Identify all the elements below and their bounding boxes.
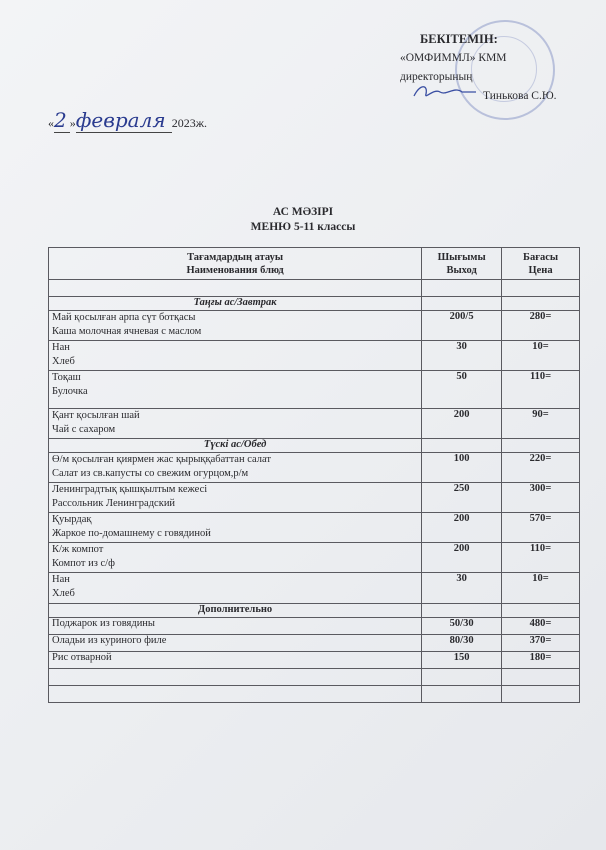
table-row: Май қосылған арпа сүт ботқасы Каша молочная ячневая с маслом 200/5 280= bbox=[49, 311, 580, 341]
approval-org: «ОМФИММЛ» КММ bbox=[400, 52, 507, 64]
approval-title: БЕКІТЕМІН: bbox=[420, 32, 498, 46]
document-date bbox=[48, 108, 207, 133]
menu-title bbox=[0, 205, 606, 235]
approval-signer: Тинькова С.Ю. bbox=[483, 90, 557, 102]
date-month: февраля bbox=[75, 108, 166, 132]
section-breakfast: Таңғы ас/Завтрак bbox=[49, 297, 580, 311]
section-lunch: Түскі ас/Обед bbox=[49, 439, 580, 453]
header-yield: Шығымы Выход bbox=[422, 248, 502, 280]
date-day: 2 bbox=[54, 108, 67, 132]
table-row: Қант қосылған шай Чай с сахаром 200 90= bbox=[49, 409, 580, 439]
header-name: Тағамдардың атауы Наименования блюд bbox=[49, 248, 422, 280]
table-row-empty bbox=[49, 686, 580, 703]
table-row-empty bbox=[49, 669, 580, 686]
table-row: Ленинградтық қышқылтым кежесі Рассольник Ленинградский 250 300= bbox=[49, 483, 580, 513]
signature-mark bbox=[410, 80, 480, 104]
table-row: К/ж компот Компот из с/ф 200 110= bbox=[49, 543, 580, 573]
section-extra: Дополнительно bbox=[49, 604, 580, 618]
header-price: Бағасы Цена bbox=[502, 248, 580, 280]
date-close-quote: » bbox=[69, 116, 76, 130]
menu-title-kz: АС МӘЗІРІ bbox=[272, 206, 334, 218]
table-row: Поджарок из говядины 50/30 480= bbox=[49, 618, 580, 635]
table-row: Қуырдақ Жаркое по-домашнему с говядиной 200 570= bbox=[49, 513, 580, 543]
table-row: Оладьи из куриного филе 80/30 370= bbox=[49, 635, 580, 652]
menu-table bbox=[48, 247, 580, 703]
menu-title-ru: МЕНЮ 5-11 классы bbox=[250, 221, 356, 233]
table-row: Ө/м қосылған қиярмен жас қырыққабаттан салат Салат из св.капусты со свежим огурцом,р/м 100 220= bbox=[49, 453, 580, 483]
date-open-quote: « bbox=[48, 116, 54, 130]
table-row: Тоқаш Булочка 50 110= bbox=[49, 371, 580, 409]
date-year: 2023ж. bbox=[171, 116, 208, 130]
table-row: Нан Хлеб 30 10= bbox=[49, 341, 580, 371]
table-row: Нан Хлеб 30 10= bbox=[49, 573, 580, 604]
approval-position: директорының bbox=[400, 71, 473, 83]
table-row: Рис отварной 150 180= bbox=[49, 652, 580, 669]
table-header-row bbox=[49, 248, 580, 280]
